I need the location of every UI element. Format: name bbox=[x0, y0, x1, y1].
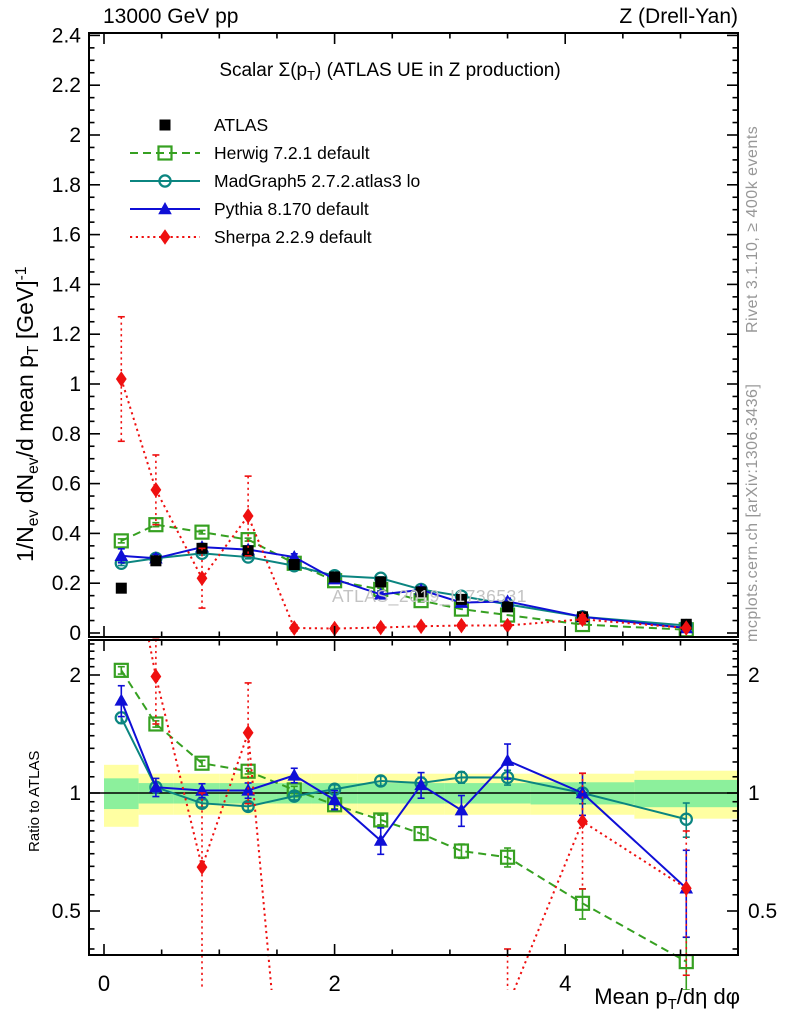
svg-text:1.2: 1.2 bbox=[51, 323, 81, 347]
svg-text:2.2: 2.2 bbox=[51, 74, 81, 98]
legend-label: Sherpa 2.2.9 default bbox=[214, 226, 372, 247]
x-axis-label: Mean $p_T/d\eta$ dφ bbox=[594, 984, 740, 1013]
svg-text:0.8: 0.8 bbox=[51, 422, 81, 446]
legend-marker-atlas bbox=[126, 115, 204, 135]
svg-text:0: 0 bbox=[69, 622, 81, 645]
legend-item-herwig bbox=[126, 139, 420, 167]
svg-text:2: 2 bbox=[69, 124, 81, 147]
svg-text:2: 2 bbox=[328, 971, 341, 996]
svg-text:0.4: 0.4 bbox=[51, 522, 81, 546]
analysis-id-watermark: ATLAS_2019_I1736531 bbox=[332, 586, 528, 606]
svg-text:2: 2 bbox=[69, 664, 81, 687]
process-label: Z (Drell-Yan) bbox=[619, 5, 738, 28]
y-axis-label-main: $1/N_{ev}$ $dN_{ev}/d$ mean $p_T$ [GeV]$^{-1}$ bbox=[12, 266, 43, 562]
legend-label: Herwig 7.2.1 default bbox=[214, 142, 370, 163]
svg-text:1.6: 1.6 bbox=[51, 223, 81, 247]
svg-text:1.4: 1.4 bbox=[51, 273, 81, 297]
legend-label: ATLAS bbox=[214, 114, 269, 135]
svg-text:1: 1 bbox=[748, 782, 760, 805]
legend-marker-madgraph bbox=[126, 171, 204, 191]
mcplots-reference-note: mcplots.cern.ch [arXiv:1306.3436] bbox=[744, 383, 761, 642]
svg-text:2.4: 2.4 bbox=[51, 24, 81, 48]
svg-text:0.5: 0.5 bbox=[51, 900, 81, 923]
legend-item-sherpa bbox=[126, 223, 420, 251]
svg-text:1: 1 bbox=[69, 373, 81, 396]
svg-text:1: 1 bbox=[69, 782, 81, 805]
legend-item-atlas bbox=[126, 111, 420, 139]
legend-item-madgraph bbox=[126, 167, 420, 195]
legend-marker-sherpa bbox=[126, 227, 204, 247]
y-axis-label-ratio: Ratio to ATLAS bbox=[26, 750, 43, 852]
svg-text:2: 2 bbox=[748, 664, 760, 687]
svg-text:0.2: 0.2 bbox=[51, 572, 81, 596]
legend bbox=[126, 111, 420, 251]
svg-text:4: 4 bbox=[559, 971, 572, 996]
svg-text:1.8: 1.8 bbox=[51, 173, 81, 197]
plot-title: Scalar $\Sigma(p_T)$ (ATLAS UE in Z production) bbox=[219, 60, 561, 84]
rivet-version-note: Rivet 3.1.10, ≥ 400k events bbox=[744, 125, 761, 333]
legend-item-pythia bbox=[126, 195, 420, 223]
ratio-series-herwig bbox=[115, 664, 693, 990]
legend-label: MadGraph5 2.7.2.atlas3 lo bbox=[214, 170, 421, 191]
legend-label: Pythia 8.170 default bbox=[214, 198, 369, 219]
svg-text:0.5: 0.5 bbox=[748, 900, 778, 923]
legend-marker-herwig bbox=[126, 143, 204, 163]
svg-text:0: 0 bbox=[97, 971, 111, 996]
beam-label: 13000 GeV pp bbox=[103, 5, 239, 28]
svg-text:0.6: 0.6 bbox=[51, 472, 81, 496]
legend-marker-pythia bbox=[126, 199, 204, 219]
